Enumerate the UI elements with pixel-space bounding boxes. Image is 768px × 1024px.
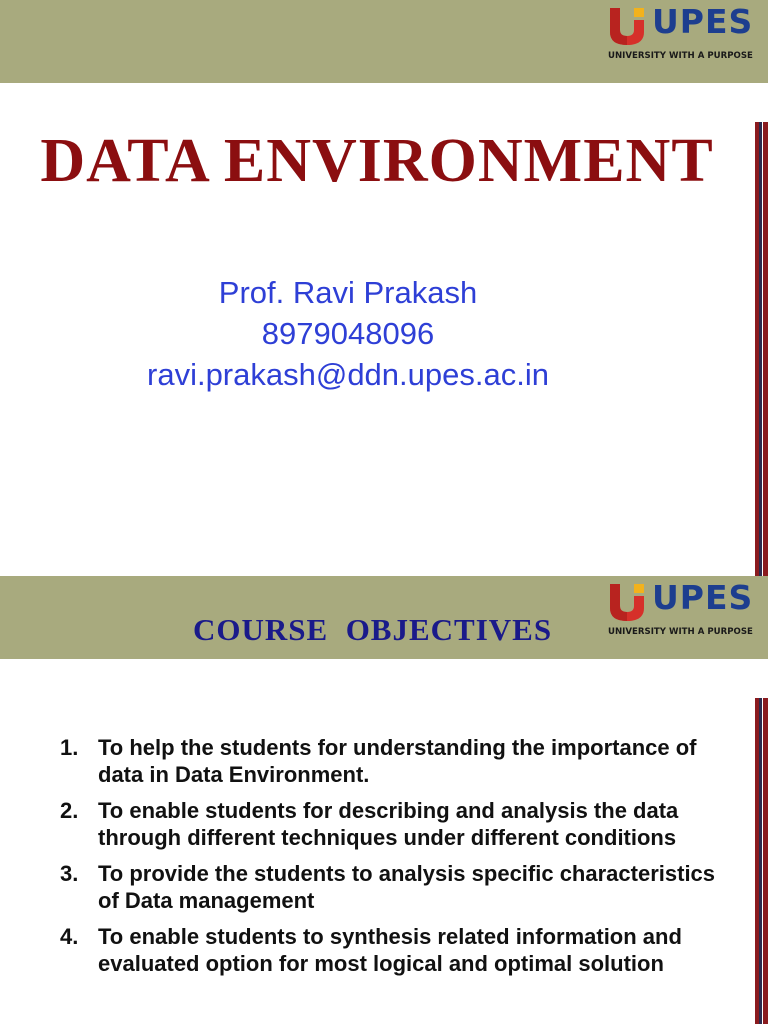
professor-name: Prof. Ravi Prakash [218,275,478,310]
upes-logo [608,576,764,646]
phone-number: 8979048096 [261,316,435,351]
objective-number: 3. [60,861,79,886]
side-accent-bar [751,698,768,1024]
objective-number: 4. [60,924,79,949]
logo-tagline: UNIVERSITY WITH A PURPOSE [608,627,753,637]
logo-wordmark: UPES [652,2,754,41]
objective-item [60,923,720,977]
objective-item [60,860,720,914]
section-title: COURSE OBJECTIVES [193,612,553,647]
logo-wordmark: UPES [652,578,754,617]
objective-text: To help the students for understanding the importance of data in Data Environment. [98,735,697,787]
upes-logo [608,0,764,70]
header-band [0,0,768,83]
slide-objectives [0,576,768,1024]
objective-item [60,797,720,851]
objective-number: 2. [60,798,79,823]
contact-block [0,272,696,395]
email-address: ravi.prakash@ddn.upes.ac.in [147,357,549,392]
header-band [0,576,768,659]
objective-text: To provide the students to analysis specific characteristics of Data management [98,861,716,913]
objectives-list [60,734,720,986]
upes-shield-icon [608,6,646,46]
logo-tagline: UNIVERSITY WITH A PURPOSE [608,51,753,61]
slide-title-heading: DATA ENVIRONMENT [40,127,714,195]
objective-item [60,734,720,788]
upes-shield-icon [608,582,646,622]
objective-number: 1. [60,735,79,760]
objective-text: To enable students to synthesis related information and evaluated option for most logical and optimal solution [98,924,682,976]
objective-text: To enable students for describing and analysis the data through different techniques under different conditions [98,798,679,850]
